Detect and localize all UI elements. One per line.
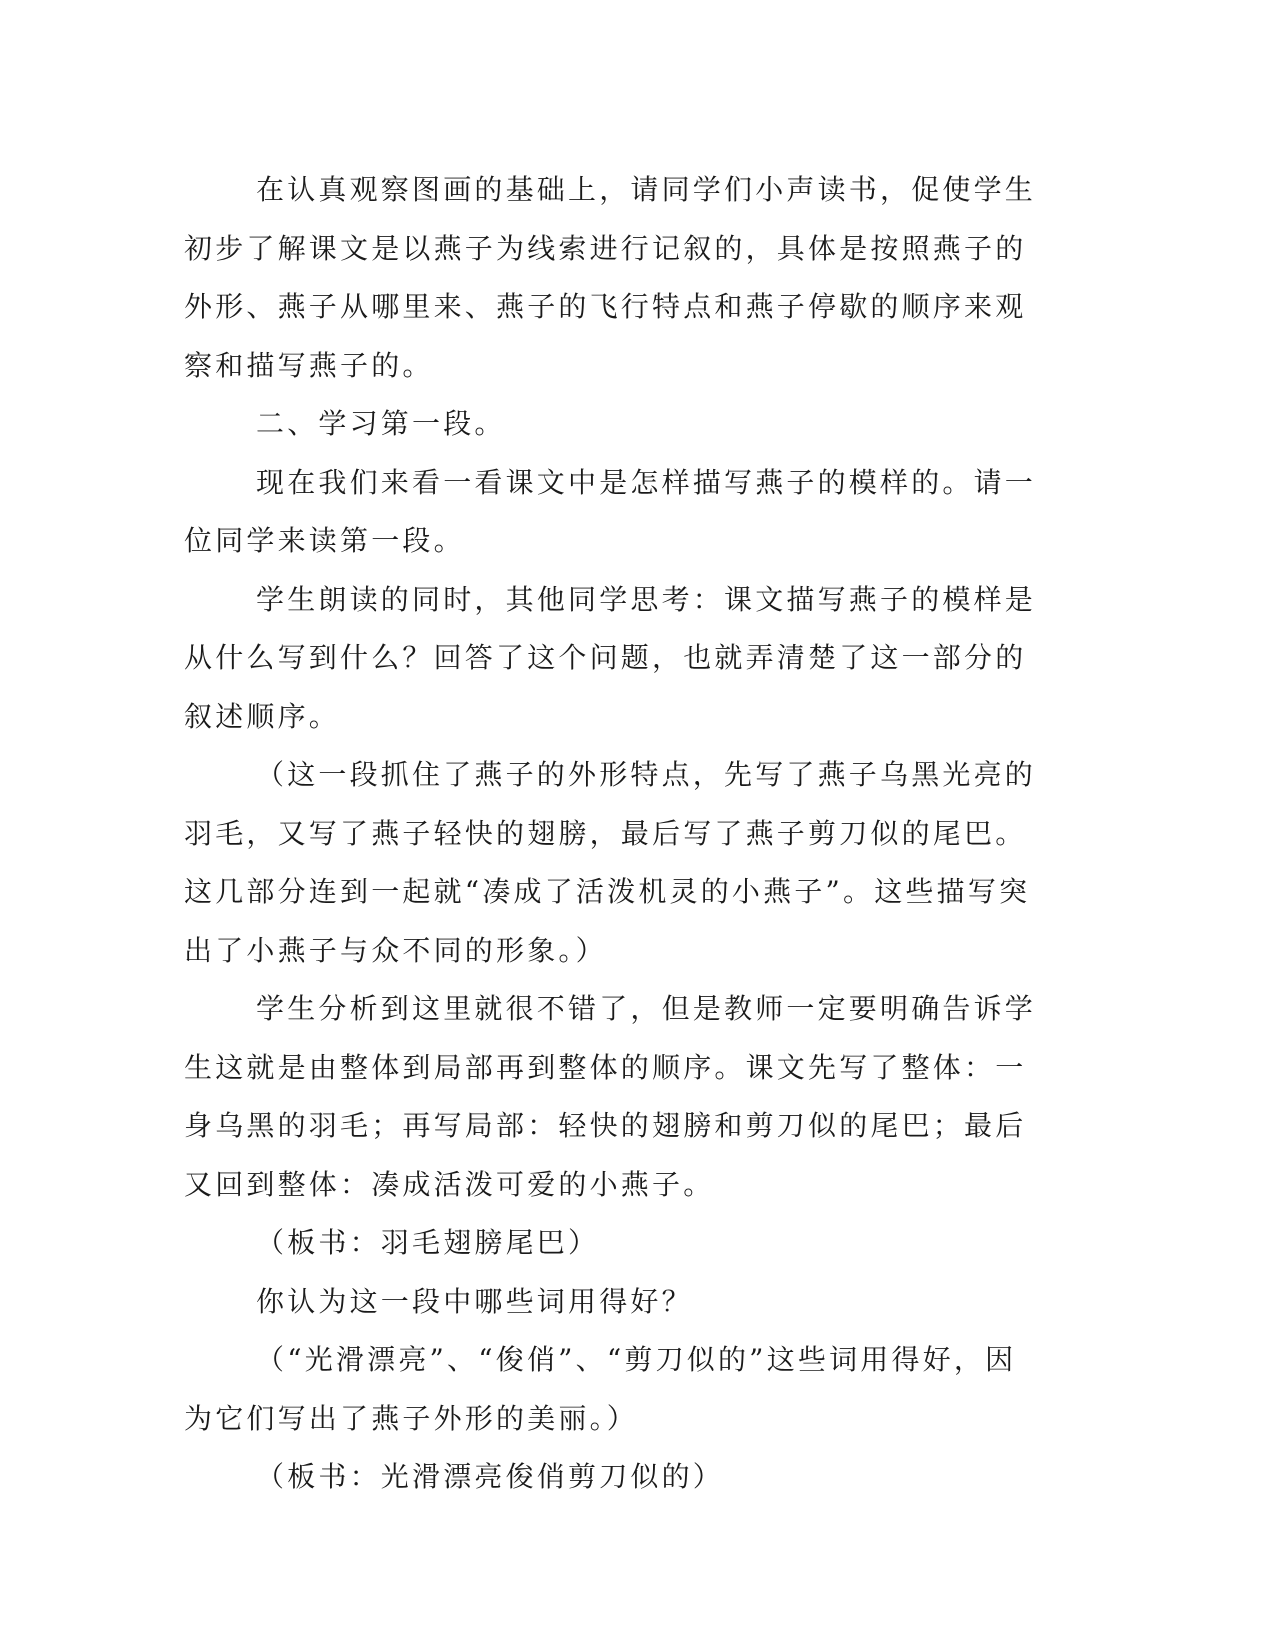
paragraph-whole-to-part: 学生分析到这里就很不错了，但是教师一定要明确告诉学生这就是由整体到局部再到整体的顺序。课文先写了整体：一身乌黑的羽毛；再写局部：轻快的翅膀和剪刀似的尾巴；最后又回到整体：凑成活泼可爱的小燕子。 [184,992,1037,1201]
document-body [184,161,1044,1507]
answer-good-words: （“光滑漂亮”、“俊俏”、“剪刀似的”这些词用得好，因为它们写出了燕子外形的美丽。） [184,1343,1017,1435]
paragraph-students-think: 学生朗读的同时，其他同学思考：课文描写燕子的模样是从什么写到什么？回答了这个问题，也就弄清楚了这一部分的叙述顺序。 [184,582,1037,733]
question-good-words: 你认为这一段中哪些词用得好？ [256,1284,693,1318]
blackboard-note-words: （板书：光滑漂亮俊俏剪刀似的） [256,1460,725,1493]
paragraph-observe-and-read: 在认真观察图画的基础上，请同学们小声读书，促使学生初步了解课文是以燕子为线索进行记叙的，具体是按照燕子的外形、燕子从哪里来、燕子的飞行特点和燕子停歇的顺序来观察和描写燕子的。 [184,173,1037,382]
section-heading-learn-first-paragraph: 二、学习第一段。 [256,407,506,440]
paragraph-how-swallow-described: 现在我们来看一看课文中是怎样描写燕子的模样的。请一位同学来读第一段。 [184,465,1037,557]
blackboard-note-feathers: （板书：羽毛翅膀尾巴） [256,1226,600,1259]
paragraph-appearance-notes: （这一段抓住了燕子的外形特点，先写了燕子乌黑光亮的羽毛，又写了燕子轻快的翅膀，最后写了燕子剪刀似的尾巴。这几部分连到一起就“凑成了活泼机灵的小燕子”。这些描写突出了小燕子与众不同的形象。） [184,758,1037,967]
